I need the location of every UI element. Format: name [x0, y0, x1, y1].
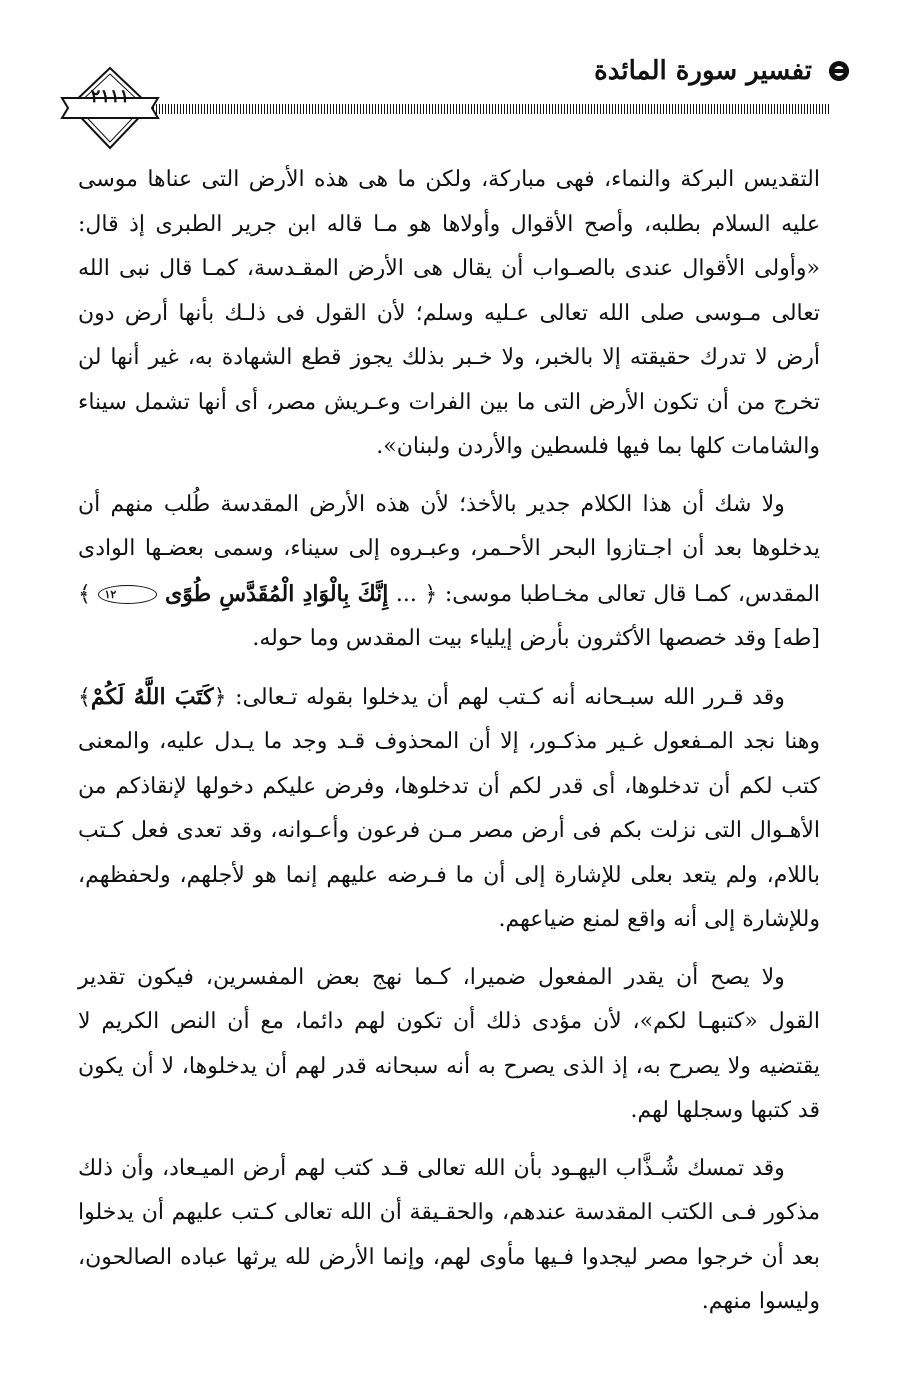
text-segment: وقد قـرر الله سبـحانه أنه كـتب لهم أن يدخلوا بقوله تـعالى: ﴿ [213, 684, 785, 710]
quran-verse: إِنَّكَ بِالْوَادِ الْمُقَدَّسِ طُوًى [165, 580, 389, 607]
surah-title: تفسير سورة المائدة [594, 56, 812, 86]
text-segment: وقد تمسك شُـذَّاب اليهـود بأن الله تعالى قـد كتب لهم أرض الميـعاد، وأن ذلك مذكور فـى الكتب المقدسة عندهم، والحقـيقة أن الله تعالى كـتب عليهم أن يدخلوا بعد أن خرجوا مصر ليجدوا فـيها مأوى لهم، وإنما الأرض لله يرثها عباده الصالحون، وليسوا منهم. [78, 1155, 820, 1314]
paragraph [78, 483, 820, 662]
page-number-badge-icon [60, 64, 160, 154]
text-segment: التقديس البركة والنماء، فهى مباركة، ولكن ما هى هذه الأرض التى عناها موسى عليه السلام بطلبه، وأصح الأقوال وأولاها هو مـا قاله ابن جرير الطبرى إذ قال: «وأولى الأقوال عندى بالصـواب أن يقال هى الأرض المقـدسة، كمـا قال نبى الله تعالى مـوسى صلى الله تعالى عـليه وسلم؛ لأن القول فى ذلـك بأنها أرض دون أرض لا تدرك حقيقته إلا بالخبر، ولا خـبر بذلك يجوز قطع الشهادة به، غير أنها لن تخرج من أن تكون الأرض التى ما بين الفرات وعـريش مصر، أى أنها تشمل سيناء والشامات كلها بما فيها فلسطين والأردن ولبنان». [78, 167, 820, 459]
ayah-number: ١٢ [98, 585, 157, 604]
paragraph [78, 675, 820, 943]
text-segment: ﴾ [طه] وقد خصصها الأكثرون بأرض إيلياء بيت المقدس وما حوله. [78, 581, 820, 651]
paragraph [78, 158, 820, 470]
paragraph [78, 956, 820, 1134]
page-number: ٢١١١ [90, 86, 130, 107]
text-segment: ولا يصح أن يقدر المفعول ضميرا، كـما نهج بعض المفسرين، فيكون تقدير القول «كتبهـا لكم»، لأن مؤدى ذلك أن تكون لهم دائما، مع أن النص الكريم لا يقتضيه ولا يصرح به، إذ الذى يصرح به أنه سبحانه قدر لهم أن يدخلوها، لا أن يكون قد كتبها وسجلها لهم. [78, 964, 820, 1123]
ornament-icon [826, 58, 852, 84]
text-segment: ﴾ وهنا نجد المـفعول غـير مذكـور، إلا أن المحذوف قـد وجد ما يـدل عليه، والمعنى كتب لكم أن تدخلوها، أى قدر لكم أن تدخلوها، وفرض عليكم دخولها لإنقاذكم من الأهـوال التى نزلت بكم فى أرض مصر مـن فرعون وأعـوانه، وقد تعدى فعل كـتب باللام، ولم يتعد بعلى للإشارة إلى أن ما فـرضه عليهم إنما هو لأجلهم، ولحفظهم، وللإشارة إلى أنه واقع لمنع ضياعهم. [78, 684, 820, 932]
page-header [0, 0, 914, 160]
paragraph [78, 1147, 820, 1325]
quran-verse: كَتَبَ اللَّهُ لَكُمْ [90, 683, 214, 710]
text-segment: ولا شك أن هذا الكلام جدير بالأخذ؛ لأن هذه الأرض المقدسة طُلب منهم أن يدخلوها بعد أن اجـتازوا البحر الأحـمر، وعبـروه إلى سيناء، وسمى بعضـها الوادى المقدس، كمـا قال تعالى مخـاطبا موسى: ﴿ ... [78, 491, 821, 607]
header-divider [150, 104, 830, 114]
body-text [78, 158, 820, 1338]
